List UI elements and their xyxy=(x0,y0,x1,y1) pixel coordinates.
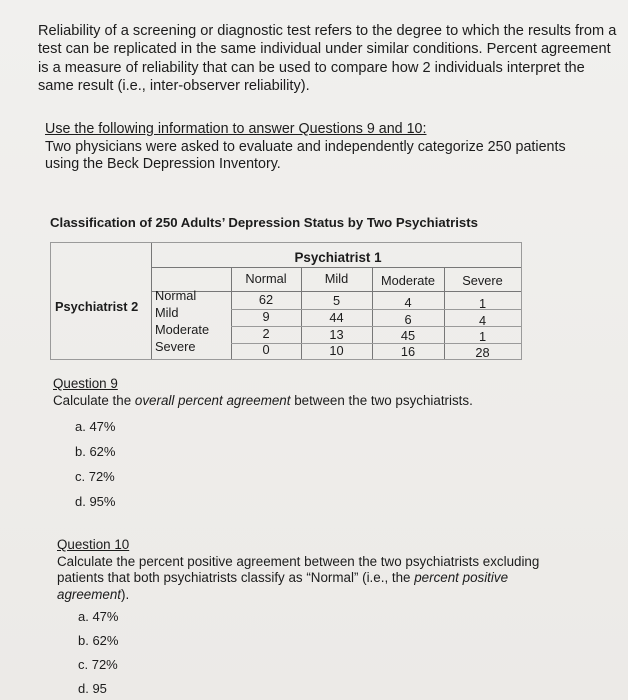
question-10-text-part: Calculate the percent positive agreement between the two psychiatrists excluding patients that both psychiatrists classify as “Normal” (i.e., the xyxy=(57,553,540,585)
table-cell: 9 xyxy=(262,309,270,324)
table-cell: 62 xyxy=(258,292,274,307)
answer-option[interactable]: c. 72% xyxy=(78,657,118,672)
instructions-heading: Use the following information to answer Questions 9 and 10: xyxy=(45,121,427,137)
question-9-text-part: between the two psychiatrists. xyxy=(290,392,473,408)
table-cell: 1 xyxy=(478,296,487,311)
answer-option[interactable]: d. 95 xyxy=(78,681,107,696)
table-divider xyxy=(151,291,521,292)
question-9-label: Question 9 xyxy=(53,376,118,391)
question-9-text-part: Calculate the xyxy=(53,392,135,408)
table-cell: 44 xyxy=(329,310,344,325)
column-header: Normal xyxy=(245,271,287,286)
question-9-text xyxy=(53,393,613,410)
answer-option[interactable]: a. 47% xyxy=(78,609,119,624)
column-header: Severe xyxy=(462,273,503,288)
agreement-table xyxy=(50,242,522,360)
table-title: Classification of 250 Adults’ Depression Status by Two Psychiatrists xyxy=(50,215,478,230)
table-cell: 5 xyxy=(332,293,341,308)
instructions-block xyxy=(45,121,605,174)
table-cell: 4 xyxy=(404,295,412,310)
table-divider xyxy=(151,243,152,359)
question-9-emphasis: overall percent agreement xyxy=(134,392,291,408)
table-cell: 28 xyxy=(475,345,490,360)
row-label: Mild xyxy=(155,305,179,320)
table-cell: 0 xyxy=(262,342,270,357)
column-header: Mild xyxy=(324,271,349,286)
column-header: Moderate xyxy=(380,273,436,288)
table-cell: 10 xyxy=(329,343,344,358)
table-cell: 1 xyxy=(478,329,487,344)
table-cell: 45 xyxy=(400,328,416,343)
question-10-label: Question 10 xyxy=(57,537,130,552)
row-label: Moderate xyxy=(155,322,210,337)
column-group-header: Psychiatrist 1 xyxy=(294,250,382,265)
answer-option[interactable]: b. 62% xyxy=(75,444,116,459)
intro-paragraph: Reliability of a screening or diagnostic test refers to the degree to which the results from a test can be replicated in the same individual under similar conditions. Percent agreement is a measure of reliability that can be used to compare how 2 individuals interpret the same result (i.e., inter-observer reliability). xyxy=(38,23,617,94)
question-10-text-part: ). xyxy=(121,586,130,602)
answer-option[interactable]: a. 47% xyxy=(75,419,116,434)
row-label: Severe xyxy=(155,339,196,354)
table-divider xyxy=(151,267,521,268)
answer-option[interactable]: c. 72% xyxy=(75,469,115,484)
answer-option[interactable]: b. 62% xyxy=(78,633,119,648)
table-cell: 2 xyxy=(262,326,270,341)
table-cell: 13 xyxy=(329,327,344,342)
instructions-text: Two physicians were asked to evaluate and independently categorize 250 patients using the Beck Depression Inventory. xyxy=(45,138,566,172)
question-10 xyxy=(57,537,542,603)
table-cell: 16 xyxy=(400,344,416,359)
row-label: Normal xyxy=(155,288,197,303)
row-group-header: Psychiatrist 2 xyxy=(55,299,139,314)
answer-option[interactable]: d. 95% xyxy=(75,494,116,509)
table-cell: 6 xyxy=(404,312,412,327)
table-cell: 4 xyxy=(478,313,487,328)
question-10-emphasis: percent positive agreement xyxy=(57,570,509,602)
question-9 xyxy=(53,376,613,409)
question-10-text xyxy=(57,554,542,604)
